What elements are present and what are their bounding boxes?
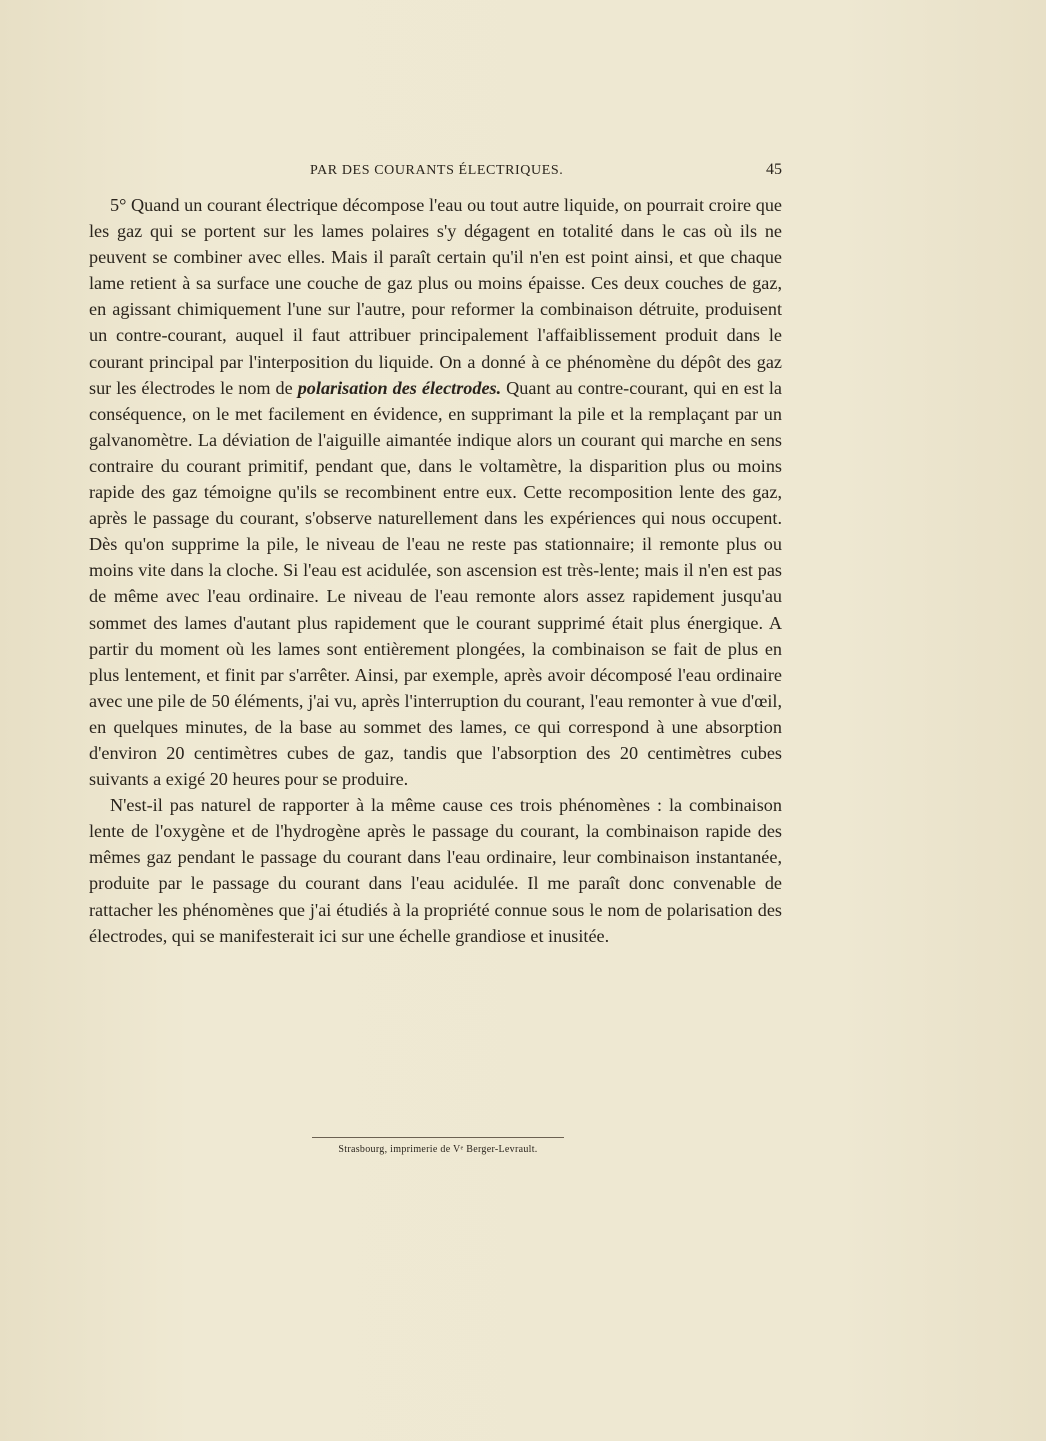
running-title: PAR DES COURANTS ÉLECTRIQUES.: [310, 163, 564, 178]
footer-rule: [312, 1137, 564, 1138]
running-head: [90, 163, 786, 185]
emphasis-term: polarisation des électrodes.: [297, 377, 502, 398]
paragraph-1-text-after: Quant au contre-courant, qui en est la conséquence, on le met facilement en évidence, en supprimant la pile et la remplaçant par un galvanomètre. La déviation de l'aiguille aimantée indique alors un courant qui marche en sens contraire du courant primitif, pendant que, dans le voltamètre, la disparition plus ou moins rapide des gaz témoigne qu'ils se recombinent entre eux. Cette recomposition lente des gaz, après le passage du courant, s'observe naturellement dans les expériences qui nous occupent. Dès qu'on supprime la pile, le niveau de l'eau ne reste pas stationnaire; il remonte plus ou moins vite dans la cloche. Si l'eau est acidulée, son ascension est très-lente; mais il n'en est pas de même avec l'eau ordinaire. Le niveau de l'eau remonte alors assez rapidement jusqu'au sommet des lames d'autant plus rapidement que le courant supprimé était plus énergique. A partir du moment où les lames sont entièrement plongées, la combinaison se fait de plus en plus lentement, et finit par s'arrêter. Ainsi, par exemple, après avoir décomposé l'eau ordinaire avec une pile de 50 éléments, j'ai vu, après l'interruption du courant, l'eau remonter à vue d'œil, en quelques minutes, de la base au sommet des lames, ce qui correspond à une absorption d'environ 20 centimètres cubes de gaz, tandis que l'absorption des 20 centimètres cubes suivants a exigé 20 heures pour se produire.: [89, 377, 783, 790]
paragraph-1-text-before: 5° Quand un courant électrique décompose l'eau ou tout autre liquide, on pourrait croire que les gaz qui se portent sur les lames polaires s'y dégagent en totalité dans le cas où ils ne peuvent se combiner avec elles. Mais il paraît certain qu'il n'en est point ainsi, et que chaque lame retient à sa surface une couche de gaz plus ou moins épaisse. Ces deux couches de gaz, en agissant chimiquement l'une sur l'autre, pour reformer la combinaison détruite, produisent un contre-courant, auquel il faut attribuer principalement l'affaiblissement produit dans le courant principal par l'interposition du liquide. On a donné à ce phénomène du dépôt des gaz sur les électrodes le nom de: [89, 195, 782, 398]
paragraph: N'est-il pas naturel de rapporter à la même cause ces trois phénomènes : la combinaison lente de l'oxygène et de l'hydrogène après le passage du courant, la combinaison rapide des mêmes gaz pendant le passage du courant dans l'eau ordinaire, leur combinaison instantanée, produite par le passage du courant dans l'eau acidulée. Il me paraît donc convenable de rattacher les phénomènes que j'ai étudiés à la propriété connue sous le nom de polarisation des électrodes, qui se manifesterait ici sur une échelle grandiose et inusitée.: [89, 795, 782, 946]
page-number: 45: [766, 161, 782, 178]
printer-imprint: Strasbourg, imprimerie de Vᵉ Berger-Levrault.: [338, 1144, 538, 1155]
body-text: [89, 192, 782, 949]
paragraph: [89, 192, 782, 792]
